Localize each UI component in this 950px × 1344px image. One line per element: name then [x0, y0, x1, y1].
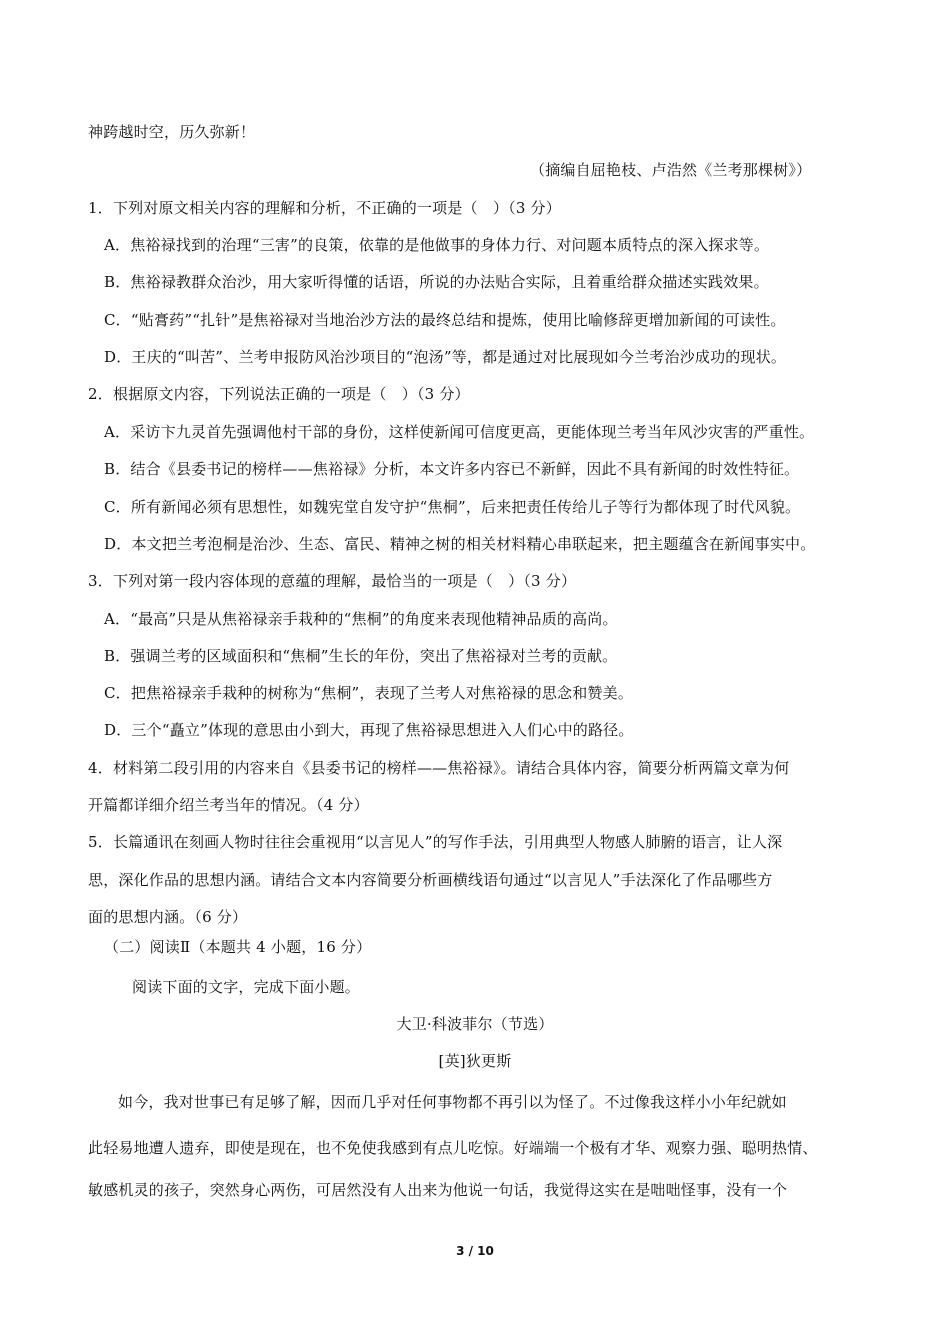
question-4-line-2: 开篇都详细介绍兰考当年的情况。（4 分）: [88, 796, 369, 814]
passage-title: 大卫·科波菲尔（节选）: [396, 1015, 554, 1033]
intro-tail: 神跨越时空，历久弥新！: [88, 123, 256, 141]
question-5-line-1: 5．长篇通讯在刻画人物时往往会重视用“以言见人”的写作手法，引用典型人物感人肺腑的语言，让人深: [88, 833, 783, 851]
passage-line-3: 敏感机灵的孩子，突然身心两伤，可居然没有人出来为他说一句话，我觉得这实在是咄咄怪事，没有一个: [88, 1181, 788, 1199]
question-4-line-1: 4．材料第二段引用的内容来自《县委书记的榜样——焦裕禄》。请结合具体内容，简要分析两篇文章为何: [88, 759, 790, 777]
question-1-option-a: A．焦裕禄找到的治理“三害”的良策，依靠的是他做事的身体力行、对问题本质特点的深入探求等。: [104, 236, 770, 254]
page-number: 3 / 10: [456, 1244, 494, 1258]
question-1-option-c: C．“贴膏药”“扎针”是焦裕禄对当地治沙方法的最终总结和提炼，使用比喻修辞更增加新闻的可读性。: [104, 311, 786, 329]
reading-instruction: 阅读下面的文字，完成下面小题。: [132, 978, 361, 996]
question-3-option-b: B．强调兰考的区域面积和“焦桐”生长的年份，突出了焦裕禄对兰考的贡献。: [104, 647, 618, 665]
question-2-option-a: A．采访卞九灵首先强调他村干部的身份，这样使新闻可信度更高，更能体现兰考当年风沙灾害的严重性。: [104, 423, 815, 441]
question-2-option-d: D．本文把兰考泡桐是治沙、生态、富民、精神之树的相关材料精心串联起来，把主题蕴含在新闻事实中。: [104, 535, 816, 553]
passage-author: [英]狄更斯: [438, 1052, 512, 1070]
question-1-stem: 1．下列对原文相关内容的理解和分析，不正确的一项是（ ）（3 分）: [88, 199, 561, 217]
question-1-option-d: D．王庆的“叫苦”、兰考申报防风治沙项目的“泡汤”等，都是通过对比展现如今兰考治沙成功的现状。: [104, 348, 787, 366]
question-5-line-2: 思，深化作品的思想内涵。请结合文本内容简要分析画横线语句通过“以言见人”手法深化了作品哪些方: [88, 871, 773, 889]
question-2-option-c: C．所有新闻必须有思想性，如魏宪堂自发守护“焦桐”，后来把责任传给儿子等行为都体现了时代风貌。: [104, 498, 801, 516]
source-citation: （摘编自屈艳枝、卢浩然《兰考那棵树》）: [530, 161, 812, 179]
question-2-option-b: B．结合《县委书记的榜样——焦裕禄》分析，本文许多内容已不新鲜，因此不具有新闻的时效性特征。: [104, 460, 800, 478]
question-1-option-b: B．焦裕禄教群众治沙，用大家听得懂的话语，所说的办法贴合实际，且着重给群众描述实践效果。: [104, 273, 769, 291]
question-5-line-3: 面的思想内涵。（6 分）: [88, 908, 248, 926]
section-2-heading: （二）阅读Ⅱ（本题共 4 小题，16 分）: [104, 938, 372, 956]
passage-line-1: 如今，我对世事已有足够了解，因而几乎对任何事物都不再引以为怪了。不过像我这样小小年纪就如: [118, 1093, 787, 1111]
question-3-option-a: A．“最高”只是从焦裕禄亲手栽种的“焦桐”的角度来表现他精神品质的高尚。: [104, 610, 618, 628]
question-3-option-d: D．三个“矗立”体现的意思由小到大，再现了焦裕禄思想进入人们心中的路径。: [104, 721, 634, 739]
passage-line-2: 此轻易地遭人遗弃，即使是现在，也不免使我感到有点儿吃惊。好端端一个极有才华、观察力强、聪明热情、: [88, 1139, 818, 1157]
question-3-option-c: C．把焦裕禄亲手栽种的树称为“焦桐”，表现了兰考人对焦裕禄的思念和赞美。: [104, 684, 634, 702]
question-3-stem: 3．下列对第一段内容体现的意蕴的理解，最恰当的一项是（ ）（3 分）: [88, 572, 577, 590]
question-2-stem: 2．根据原文内容，下列说法正确的一项是（ ）（3 分）: [88, 385, 470, 403]
